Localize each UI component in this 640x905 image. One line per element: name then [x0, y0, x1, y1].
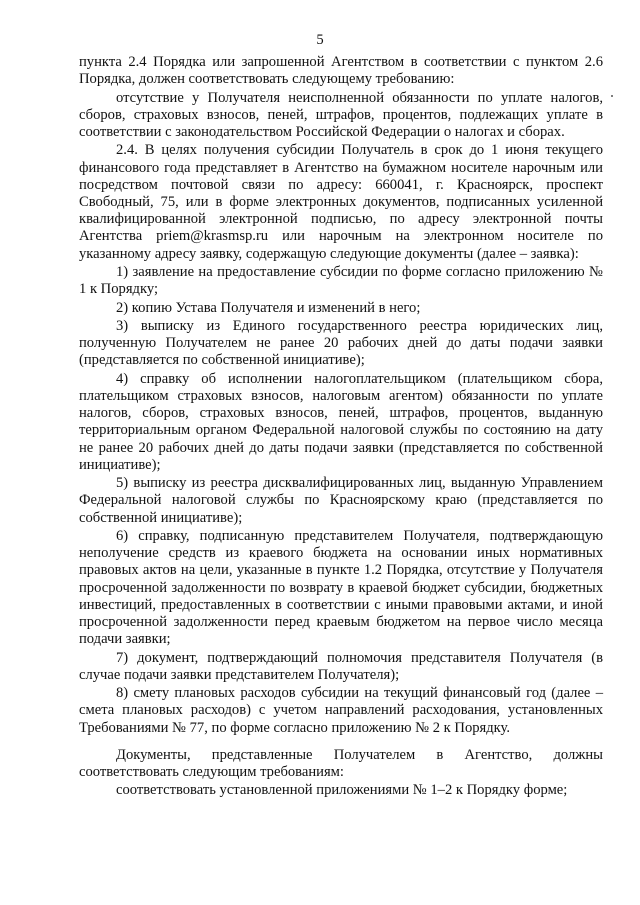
paragraph-documents-requirements: Документы, представленные Получателем в Агентство, должны соответствовать следующим требованиям:: [79, 746, 603, 780]
paragraph-requirement: отсутствие у Получателя неисполненной обязанности по уплате налогов, сборов, страховых взносов, пеней, штрафов, процентов, подлежащих уплате в соответствии с законодательством Российской Федерации о налогах и сборах.: [79, 89, 603, 140]
list-item-2: 2) копию Устава Получателя и изменений в него;: [116, 299, 421, 316]
list-item-4: 4) справку об исполнении налогоплательщиком (плательщиком сбора, плательщиком страховых взносов, налоговым агентом) обязанности по уплате налогов, сборов, страховых взносов, пеней, штрафов, процентов, выданную территориальным органом Федеральной налоговой службы по состоянию на дату не ранее 20 рабочих дней до даты подачи заявки (представляется по собственной инициативе);: [79, 370, 603, 473]
paragraph-section-2-4: 2.4. В целях получения субсидии Получатель в срок до 1 июня текущего финансового года представляет в Агентство на бумажном носителе нарочным или посредством почтовой связи по адресу: 660041, г. Красноярск, проспект Свободный, 75, или в форме электронных документов, подписанных усиленной квалифицированной электронной подписью, по адресу электронной почты Агентства priem@krasmsp.ru или нарочным на электронном носителе по указанному адресу заявку, содержащую следующие документы (далее – заявка):: [79, 142, 603, 262]
list-item-6: 6) справку, подписанную представителем Получателя, подтверждающую неполучение средств из краевого бюджета на основании иных нормативных правовых актов на цели, указанные в пункте 1.2 Порядка, отсутствие у Получателя просроченной задолженности по возврату в краевой бюджет субсидии, бюджетных инвестиций, предоставленных в соответствии с иными правовыми актами, и иной просроченной задолженности перед краевым бюджетом на первое число месяца подачи заявки;: [79, 527, 603, 648]
list-item-7: 7) документ, подтверждающий полномочия представителя Получателя (в случае подачи заявки представителем Получателя);: [79, 649, 603, 683]
list-item-3: 3) выписку из Единого государственного реестра юридических лиц, полученную Получателем не ранее 20 рабочих дней до даты подачи заявки (представляется по собственной инициативе);: [79, 317, 603, 369]
paragraph-continuation: пункта 2.4 Порядка или запрошенной Агентством в соответствии с пунктом 2.6 Порядка, должен соответствовать следующему требованию:: [79, 54, 603, 88]
scan-speck: [611, 95, 613, 97]
list-item-1: 1) заявление на предоставление субсидии по форме согласно приложению № 1 к Порядку;: [79, 264, 603, 298]
document-body: [79, 54, 603, 801]
page-number: 5: [316, 32, 324, 48]
list-item-8: 8) смету плановых расходов субсидии на текущий финансовый год (далее – смета плановых расходов) с учетом направлений расходования, установленных Требованиями № 77, по форме согласно приложению № 2 к Порядку.: [79, 685, 603, 736]
paragraph-form-requirement: соответствовать установленной приложениями № 1–2 к Порядку форме;: [116, 782, 568, 799]
list-item-5: 5) выписку из реестра дисквалифицированных лиц, выданную Управлением Федеральной налоговой службы по Красноярскому краю (представляется по собственной инициативе);: [79, 475, 603, 526]
